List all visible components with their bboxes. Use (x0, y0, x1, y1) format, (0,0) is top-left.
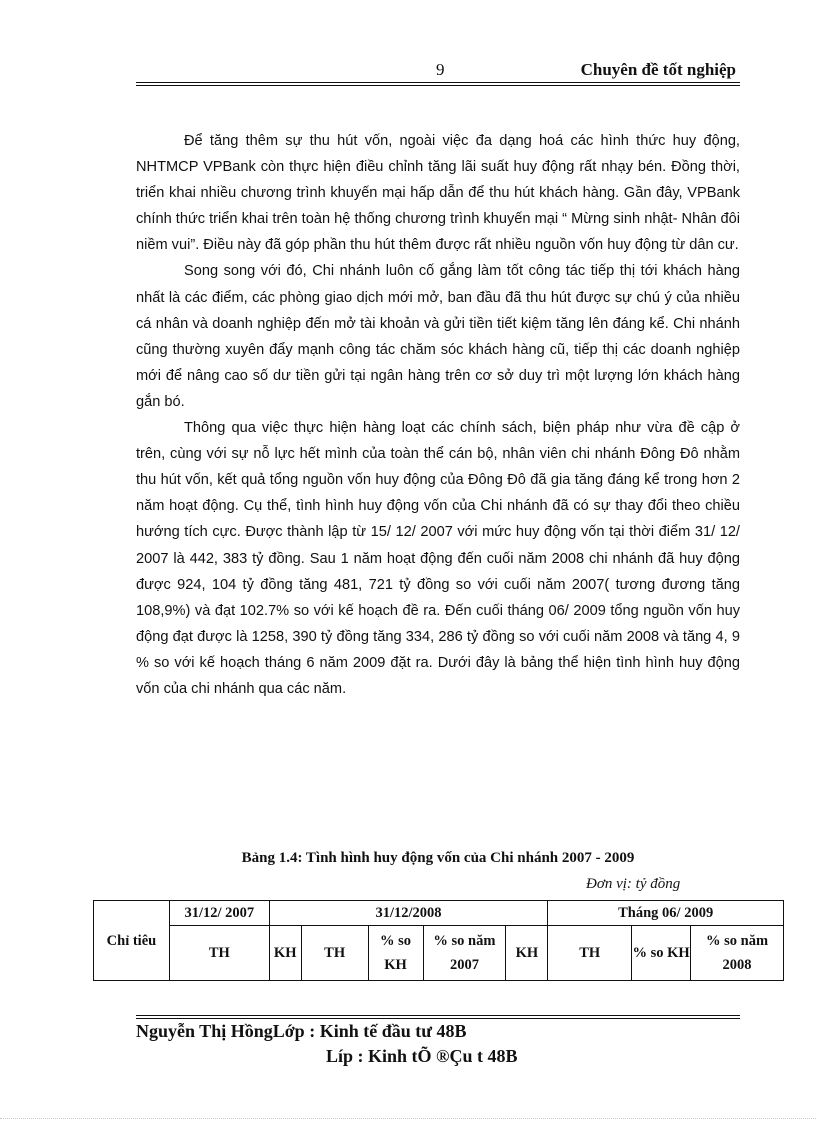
subheader-th-2009: TH (548, 926, 632, 981)
subheader-kh-2008: KH (269, 926, 301, 981)
table-caption: Bảng 1.4: Tình hình huy động vốn của Chi nhánh 2007 - 2009 (241, 850, 635, 866)
header-divider (136, 82, 740, 83)
group-header-2009: Tháng 06/ 2009 (548, 901, 784, 926)
paragraph-2: Song song với đó, Chi nhánh luôn cố gắng làm tốt công tác tiếp thị tới khách hàng nhất là các điểm, các phòng giao dịch mới mở, ban đầu đã thu hút được sự chú ý của nhiều cá nhân và doanh nghiệp đến mở tài khoản và gửi tiền tiết kiệm tăng lên đáng kể. Chi nhánh cũng thường xuyên đẩy mạnh công tác chăm sóc khách hàng cũ, tiếp thị các doanh nghiệp mới để nâng cao số dư tiền gửi tại ngân hàng trên cơ sở duy trì một lượng lớn khách hàng gắn bó. (136, 263, 740, 410)
footer-author: Nguyễn Thị HồngLớp : Kinh tế đầu tư 48B (136, 1021, 467, 1041)
footer-divider-thin (136, 1018, 740, 1019)
capital-mobilization-table (93, 900, 784, 981)
footer-class: Líp : Kinh tÕ ®Çu t 48B (326, 1046, 518, 1066)
paragraph-3: Thông qua việc thực hiện hàng loạt các chính sách, biện pháp như vừa đề cập ở trên, cùng với sự nỗ lực hết mình của toàn thể cán bộ, nhân viên chi nhánh Đông Đô nhằm thu hút vốn, kết quả tổng nguồn vốn huy động của Đông Đô đã gia tăng đáng kể trong hơn 2 năm hoạt động. Cụ thể, tình hình huy động vốn của Chi nhánh đã có sự thay đổi theo chiều hướng tích cực. Được thành lập từ 15/ 12/ 2007 với mức huy động vốn tại thời điểm 31/ 12/ 2007 là 442, 383 tỷ đồng. Sau 1 năm hoạt động đến cuối năm 2008 chi nhánh đã huy động được 924, 104 tỷ đồng tăng 481, 721 tỷ đồng so với cuối năm 2007( tương đương tăng 108,9%) và đạt 102.7% so với kế hoạch đề ra. Đến cuối tháng 06/ 2009 tổng nguồn vốn huy động đạt được là 1258, 390 tỷ đồng tăng 334, 286 tỷ đồng so với cuối năm 2008 và tăng 4, 9 % so với kế hoạch tháng 6 năm 2009 đặt ra. Dưới đây là bảng thể hiện tình hình huy động vốn của chi nhánh qua các năm. (136, 420, 740, 697)
subheader-kh-2009: KH (506, 926, 548, 981)
table-header-row (94, 901, 784, 926)
row-header-chi-tieu: Chỉ tiêu (94, 901, 170, 981)
subheader-pct-2008: % so năm 2008 (691, 926, 784, 981)
group-header-2007: 31/12/ 2007 (169, 901, 269, 926)
subheader-pct-kh-2009: % so KH (632, 926, 691, 981)
subheader-pct-kh-2008: % so KH (368, 926, 423, 981)
table-subheader-row (94, 926, 784, 981)
footer-divider (136, 1015, 740, 1016)
page-bottom-border (0, 1118, 816, 1119)
subheader-th-2007: TH (169, 926, 269, 981)
table-unit: Đơn vị: tỷ đồng (586, 876, 681, 892)
header-divider-thin (136, 85, 740, 86)
paragraph-1: Để tăng thêm sự thu hút vốn, ngoài việc đa dạng hoá các hình thức huy động, NHTMCP VPBank còn thực hiện điều chỉnh tăng lãi suất huy động rất nhạy bén. Đồng thời, triển khai nhiều chương trình khuyến mại hấp dẫn để thu hút khách hàng. Gần đây, VPBank chính thức triển khai trên toàn hệ thống chương trình khuyến mại “ Mừng sinh nhật- Nhân đôi niềm vui”. Điều này đã góp phần thu hút thêm được rất nhiều nguồn vốn huy động từ dân cư. (136, 133, 740, 254)
subheader-pct-2007: % so năm 2007 (423, 926, 506, 981)
document-title: Chuyên đề tốt nghiệp (580, 60, 736, 79)
subheader-th-2008: TH (301, 926, 368, 981)
group-header-2008: 31/12/2008 (269, 901, 548, 926)
page-header (136, 58, 740, 84)
page-number: 9 (436, 60, 445, 79)
body-text (136, 128, 740, 702)
